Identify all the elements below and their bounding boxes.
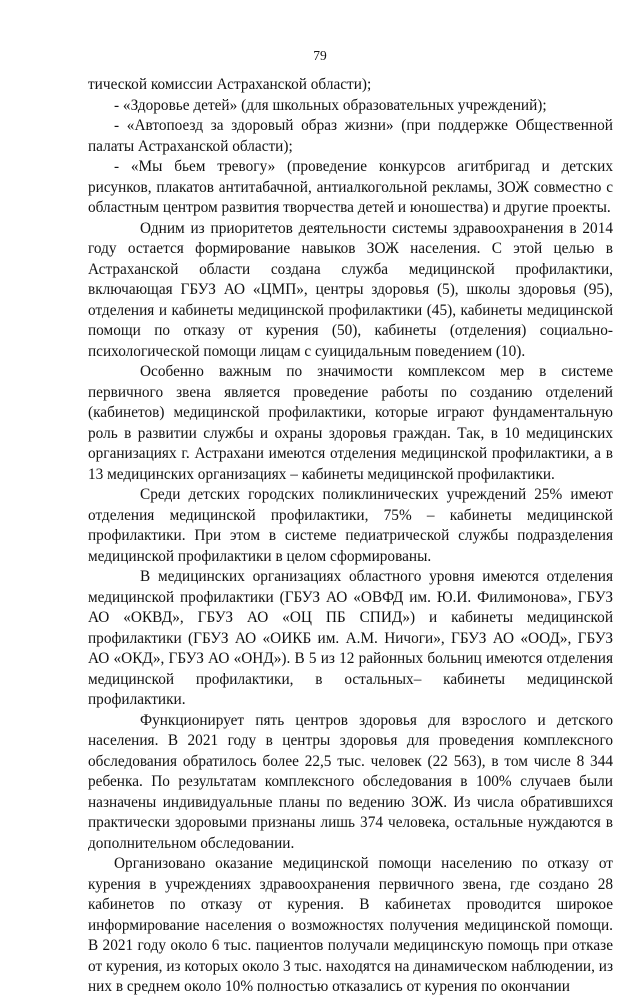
page-body xyxy=(88,75,613,998)
paragraph: Одним из приоритетов деятельности системы здравоохранения в 2014 году остается формирование навыков ЗОЖ населения. С этой целью в Астраханской области создана служба медицинской профилактики, включающая ГБУЗ АО «ЦМП», центры здоровья (5), школы здоровья (95), отделения и кабинеты медицинской профилактики (45), кабинеты медицинской помощи по отказу от курения (50), кабинеты (отделения) социально-психологической помощи лицам с суицидальным поведением (10). xyxy=(88,219,613,360)
list-item: - «Здоровье детей» (для школьных образовательных учреждений); xyxy=(114,96,547,114)
paragraph: Среди детских городских поликлинических учреждений 25% имеют отделения медицинской профилактики, 75% – кабинеты медицинской профилактики. При этом в системе педиатрической службы подразделения медицинской профилактики в целом сформированы. xyxy=(88,486,613,565)
paragraph: Организовано оказание медицинской помощи населению по отказу от курения в учреждениях здравоохранения первичного звена, где создано 28 кабинетов по отказу от курения. В кабинетах проводится широкое информирование населения о возможностях получения медицинской помощи. В 2021 году около 6 тыс. пациентов получали медицинскую помощь при отказе от курения, из которых около 3 тыс. находятся на динамическом наблюдении, из них в среднем около 10% полностью отказались от курения по окончании xyxy=(88,855,613,995)
paragraph: тической комиссии Астраханской области); xyxy=(88,76,372,93)
list-item: - «Автопоезд за здоровый образ жизни» (при поддержке Общественной палаты Астраханской области); xyxy=(88,117,613,155)
paragraph: Функционирует пять центров здоровья для взрослого и детского населения. В 2021 году в центры здоровья для проведения комплексного обследования обратилось более 22,5 тыс. человек (22 563), в том числе 8 344 ребенка. По результатам комплексного обследования в 100% случаев были назначены индивидуальные планы по ведению ЗОЖ. Из числа обратившихся практически здоровыми признаны лишь 374 человека, остальные нуждаются в дополнительном обследовании. xyxy=(88,711,613,852)
paragraph: В медицинских организациях областного уровня имеются отделения медицинской профилактики (ГБУЗ АО «ОВФД им. Ю.И. Филимонова», ГБУЗ АО «ОКВД», ГБУЗ АО «ОЦ ПБ СПИД») и кабинеты медицинской профилактики (ГБУЗ АО «ОИКБ им. А.М. Ничоги», ГБУЗ АО «ООД», ГБУЗ АО «ОКД», ГБУЗ АО «ОНД»). В 5 из 12 районных больниц имеются отделения медицинской профилактики, в остальных– кабинеты медицинской профилактики. xyxy=(88,568,613,708)
list-item: - «Мы бьем тревогу» (проведение конкурсов агитбригад и детских рисунков, плакатов антитабачной, антиалкогольной рекламы, ЗОЖ совместно с областным центром развития творчества детей и юношества) и другие проекты. xyxy=(88,158,613,216)
paragraph: Особенно важным по значимости комплексом мер в системе первичного звена является проведение работы по созданию отделений (кабинетов) медицинской профилактики, которые играют фундаментальную роль в развитии службы и охраны здоровья граждан. Так, в 10 медицинских организациях г. Астрахани имеются отделения медицинской профилактики, а в 13 медицинских организациях – кабинеты медицинской профилактики. xyxy=(88,363,613,483)
page-number: 79 xyxy=(313,48,327,63)
